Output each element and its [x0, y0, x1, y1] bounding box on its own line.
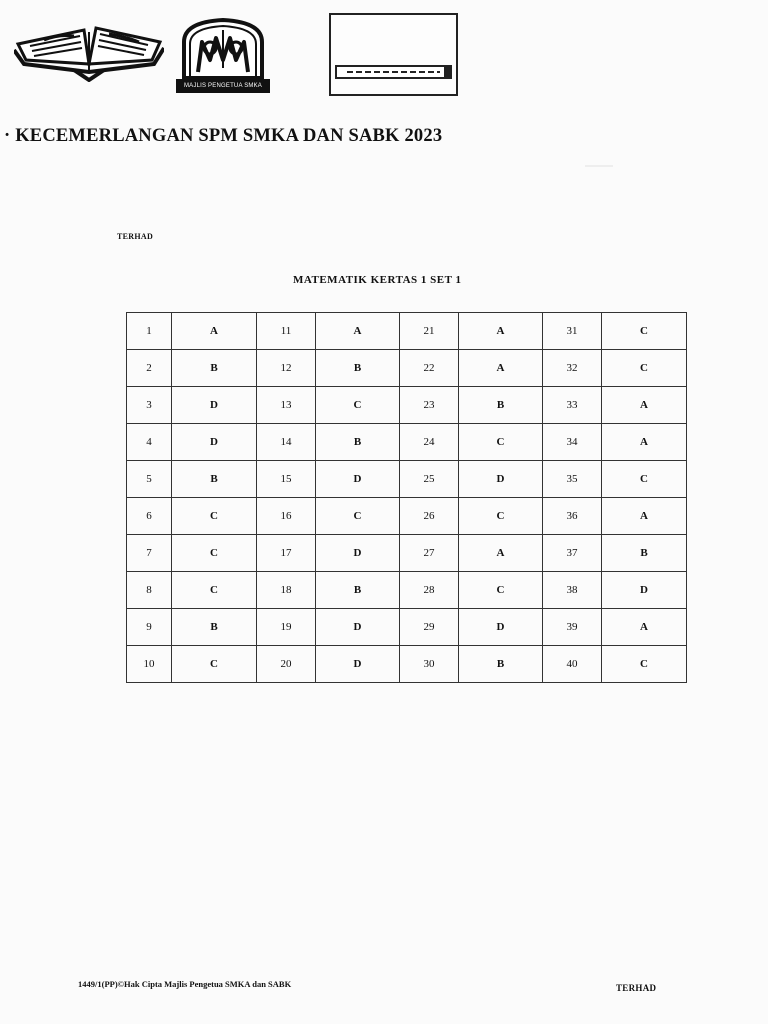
table-row — [127, 424, 687, 461]
table-row — [127, 646, 687, 683]
answer-letter: D — [316, 535, 400, 572]
answer-letter: A — [459, 313, 543, 350]
answer-letter: C — [172, 646, 257, 683]
answer-letter: D — [459, 609, 543, 646]
table-row — [127, 609, 687, 646]
school-crest-frame-icon — [329, 13, 458, 96]
table-row — [127, 461, 687, 498]
question-number: 26 — [400, 498, 459, 535]
answer-letter: D — [172, 387, 257, 424]
question-number: 7 — [127, 535, 172, 572]
question-number: 5 — [127, 461, 172, 498]
table-row — [127, 498, 687, 535]
answer-letter: D — [316, 646, 400, 683]
question-number: 33 — [543, 387, 602, 424]
majlis-pengetua-logo-icon — [176, 18, 270, 93]
answer-letter: D — [602, 572, 687, 609]
answer-letter: C — [459, 424, 543, 461]
answer-letter: B — [459, 646, 543, 683]
question-number: 23 — [400, 387, 459, 424]
answer-letter: B — [172, 609, 257, 646]
question-number: 37 — [543, 535, 602, 572]
answer-letter: A — [602, 387, 687, 424]
logo-caption: MAJLIS PENGETUA SMKA — [176, 79, 270, 93]
answer-letter: A — [459, 350, 543, 387]
question-number: 28 — [400, 572, 459, 609]
title-text: KECEMERLANGAN SPM SMKA DAN SABK 2023 — [15, 126, 443, 146]
question-number: 40 — [543, 646, 602, 683]
answer-letter: C — [172, 535, 257, 572]
crest-banner — [335, 65, 452, 79]
table-row — [127, 350, 687, 387]
answer-letter: D — [316, 609, 400, 646]
answer-letter: C — [172, 572, 257, 609]
question-number: 10 — [127, 646, 172, 683]
answer-letter: B — [172, 461, 257, 498]
answer-letter: A — [602, 609, 687, 646]
answer-letter: C — [316, 498, 400, 535]
question-number: 19 — [257, 609, 316, 646]
answer-letter: B — [316, 350, 400, 387]
question-number: 20 — [257, 646, 316, 683]
answer-letter: A — [602, 424, 687, 461]
answer-letter: D — [459, 461, 543, 498]
question-number: 35 — [543, 461, 602, 498]
question-number: 29 — [400, 609, 459, 646]
question-number: 14 — [257, 424, 316, 461]
question-number: 30 — [400, 646, 459, 683]
question-number: 8 — [127, 572, 172, 609]
answer-letter: D — [316, 461, 400, 498]
question-number: 18 — [257, 572, 316, 609]
question-number: 21 — [400, 313, 459, 350]
table-row — [127, 572, 687, 609]
question-number: 12 — [257, 350, 316, 387]
question-number: 16 — [257, 498, 316, 535]
question-number: 32 — [543, 350, 602, 387]
question-number: 2 — [127, 350, 172, 387]
classification-label: TERHAD — [117, 232, 154, 241]
answer-letter: D — [172, 424, 257, 461]
answer-letter: B — [459, 387, 543, 424]
answer-letter: C — [172, 498, 257, 535]
answer-letter: C — [316, 387, 400, 424]
footer-copyright: 1449/1(PP)©Hak Cipta Majlis Pengetua SMKA dan SABK — [78, 979, 292, 989]
question-number: 24 — [400, 424, 459, 461]
answer-letter: C — [602, 350, 687, 387]
question-number: 27 — [400, 535, 459, 572]
answer-letter: C — [602, 461, 687, 498]
table-row — [127, 313, 687, 350]
answer-letter: A — [316, 313, 400, 350]
answer-letter: B — [316, 424, 400, 461]
table-row — [127, 387, 687, 424]
question-number: 4 — [127, 424, 172, 461]
question-number: 15 — [257, 461, 316, 498]
question-number: 1 — [127, 313, 172, 350]
answer-letter: A — [602, 498, 687, 535]
footer-classification: TERHAD — [616, 983, 657, 993]
question-number: 25 — [400, 461, 459, 498]
answer-table-body — [127, 313, 687, 683]
question-number: 9 — [127, 609, 172, 646]
answer-letter: A — [459, 535, 543, 572]
question-number: 17 — [257, 535, 316, 572]
question-number: 22 — [400, 350, 459, 387]
table-row — [127, 535, 687, 572]
question-number: 6 — [127, 498, 172, 535]
answer-table — [126, 312, 687, 683]
answer-letter: B — [172, 350, 257, 387]
answer-letter: B — [316, 572, 400, 609]
question-number: 11 — [257, 313, 316, 350]
question-number: 39 — [543, 609, 602, 646]
question-number: 31 — [543, 313, 602, 350]
answer-letter: C — [459, 572, 543, 609]
answer-letter: C — [459, 498, 543, 535]
open-book-logo-icon — [14, 20, 164, 82]
page-title — [4, 126, 442, 147]
question-number: 36 — [543, 498, 602, 535]
title-prefix: · — [4, 126, 11, 146]
table-title: MATEMATIK KERTAS 1 SET 1 — [293, 274, 462, 286]
question-number: 38 — [543, 572, 602, 609]
answer-letter: C — [602, 646, 687, 683]
scan-mark — [585, 165, 613, 167]
answer-letter: A — [172, 313, 257, 350]
question-number: 34 — [543, 424, 602, 461]
question-number: 13 — [257, 387, 316, 424]
answer-letter: C — [602, 313, 687, 350]
question-number: 3 — [127, 387, 172, 424]
answer-letter: B — [602, 535, 687, 572]
